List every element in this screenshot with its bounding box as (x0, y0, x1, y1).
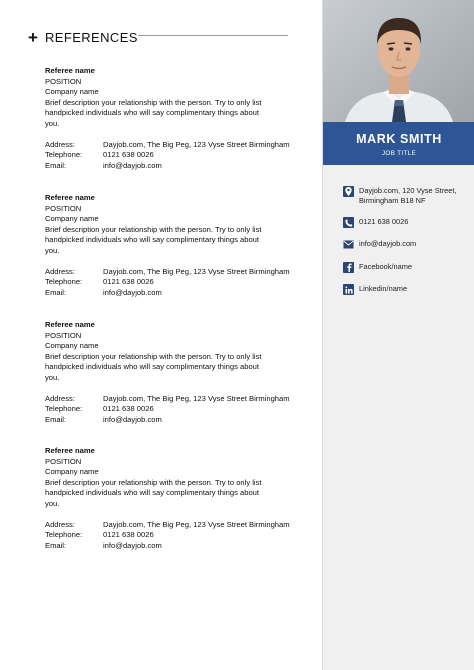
section-title: REFERENCES (45, 29, 138, 45)
profile-sidebar (322, 0, 474, 670)
contact-linkedin-text[interactable]: Linkedin/name (359, 284, 408, 293)
referee-description: Brief description your relationship with the person. Try to only list handpicked individuals who will say complimentary things about you. (45, 351, 262, 382)
telephone-row (45, 404, 315, 415)
email-value: info@dayjob.com (103, 414, 162, 424)
address-row (45, 140, 315, 151)
telephone-value: 0121 638 0026 (103, 150, 154, 160)
address-value: Dayjob.com, The Big Peg, 123 Vyse Street Birmingham (103, 393, 290, 403)
referee-company: Company name (45, 467, 99, 477)
address-row (45, 520, 315, 531)
portrait-illustration (323, 0, 474, 122)
facebook-icon (343, 262, 354, 273)
email-label: Email: (45, 540, 67, 550)
email-row (45, 161, 315, 172)
reference-entry (45, 193, 315, 298)
contact-address (343, 186, 471, 207)
address-value: Dayjob.com, The Big Peg, 123 Vyse Street Birmingham (103, 519, 290, 529)
address-label: Address: (45, 266, 75, 276)
telephone-row (45, 277, 315, 288)
telephone-value: 0121 638 0026 (103, 530, 154, 540)
referee-company: Company name (45, 87, 99, 97)
referee-name: Referee name (45, 446, 95, 455)
contact-phone (343, 217, 471, 228)
email-value: info@dayjob.com (103, 160, 162, 170)
referee-name: Referee name (45, 193, 95, 202)
phone-icon (343, 217, 354, 228)
email-value: info@dayjob.com (103, 540, 162, 550)
contact-linkedin (343, 284, 471, 295)
telephone-row (45, 530, 315, 541)
referee-company: Company name (45, 341, 99, 351)
telephone-value: 0121 638 0026 (103, 277, 154, 287)
email-value: info@dayjob.com (103, 287, 162, 297)
telephone-label: Telephone: (45, 404, 83, 414)
contact-email (343, 239, 471, 250)
address-label: Address: (45, 519, 75, 529)
referee-position: POSITION (45, 76, 82, 86)
address-value: Dayjob.com, The Big Peg, 123 Vyse Street Birmingham (103, 139, 290, 149)
heading-divider (138, 35, 288, 36)
referee-position: POSITION (45, 330, 82, 340)
referee-description: Brief description your relationship with the person. Try to only list handpicked individuals who will say complimentary things about you. (45, 224, 262, 255)
email-label: Email: (45, 287, 67, 297)
linkedin-icon (343, 284, 354, 295)
telephone-row (45, 150, 315, 161)
referee-contacts (45, 394, 315, 426)
contact-email-text[interactable]: info@dayjob.com (359, 239, 417, 248)
contact-facebook-text[interactable]: Facebook/name (359, 262, 412, 271)
referee-description: Brief description your relationship with the person. Try to only list handpicked individuals who will say complimentary things about you. (45, 477, 262, 508)
profile-name: MARK SMITH (356, 132, 442, 146)
telephone-label: Telephone: (45, 150, 83, 160)
referee-contacts (45, 140, 315, 172)
name-banner (323, 122, 474, 165)
telephone-value: 0121 638 0026 (103, 404, 154, 414)
reference-entry (45, 320, 315, 425)
referee-name: Referee name (45, 66, 95, 75)
reference-entry (45, 446, 315, 551)
plus-icon: + (28, 27, 38, 47)
referee-name: Referee name (45, 320, 95, 329)
address-label: Address: (45, 393, 75, 403)
contact-phone-text: 0121 638 0026 (359, 217, 409, 226)
referee-company: Company name (45, 214, 99, 224)
telephone-label: Telephone: (45, 277, 83, 287)
profile-photo (323, 0, 474, 122)
email-row (45, 288, 315, 299)
contact-address-text: Dayjob.com, 120 Vyse Street, Birmingham B18 NF (359, 186, 457, 206)
contact-facebook (343, 262, 471, 273)
job-title: JOB TITLE (381, 150, 417, 157)
address-row (45, 394, 315, 405)
address-value: Dayjob.com, The Big Peg, 123 Vyse Street Birmingham (103, 266, 290, 276)
envelope-icon (343, 239, 354, 250)
telephone-label: Telephone: (45, 530, 83, 540)
email-label: Email: (45, 414, 67, 424)
referee-position: POSITION (45, 456, 82, 466)
address-label: Address: (45, 139, 75, 149)
address-row (45, 267, 315, 278)
referee-description: Brief description your relationship with the person. Try to only list handpicked individuals who will say complimentary things about you. (45, 97, 262, 128)
referee-position: POSITION (45, 203, 82, 213)
referee-contacts (45, 520, 315, 552)
reference-entry (45, 66, 315, 171)
email-row (45, 541, 315, 552)
location-pin-icon (343, 186, 354, 197)
referee-contacts (45, 267, 315, 299)
email-label: Email: (45, 160, 67, 170)
email-row (45, 415, 315, 426)
section-heading (28, 28, 138, 46)
